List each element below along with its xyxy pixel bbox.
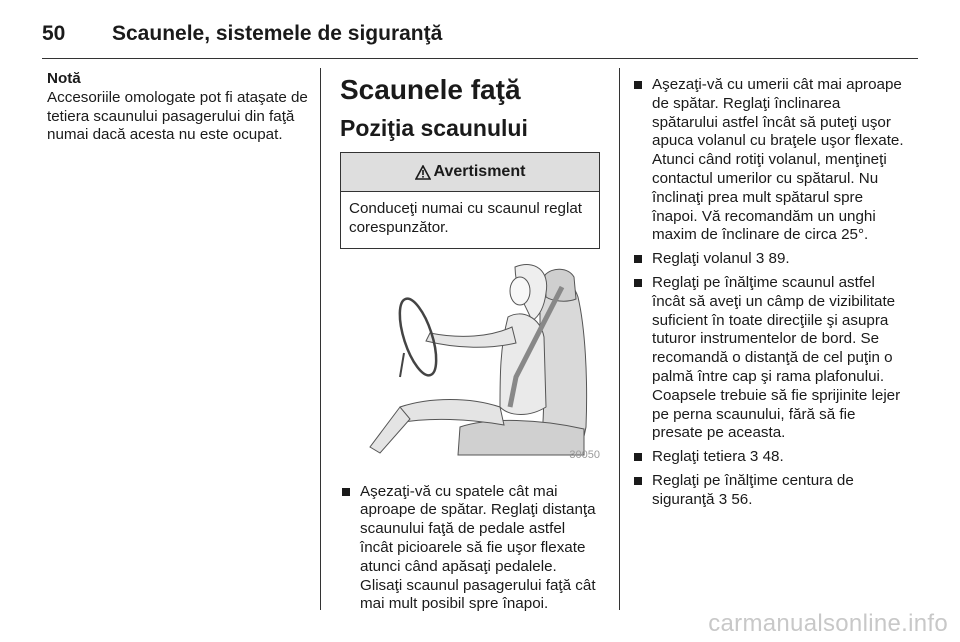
list-item: Reglaţi volanul 3 89. — [632, 250, 908, 269]
warning-triangle-icon — [415, 165, 431, 180]
driver-seat-drawing — [340, 257, 602, 457]
column-right — [632, 76, 908, 515]
note-title: Notă — [47, 70, 81, 87]
note-text: Accesoriile omologate pot fi ataşate de tetiera scaunului pasagerului din faţă numai dacă acesta nu este ocupat. — [47, 88, 308, 144]
list-item: Reglaţi tetiera 3 48. — [632, 448, 908, 467]
warning-text: Conduceţi numai cu scaunul reglat corespunzător. — [349, 200, 583, 236]
list-item: Reglaţi pe înălţime centura de siguranţă 3 56. — [632, 472, 908, 510]
page-header — [42, 14, 912, 54]
chapter-title: Scaunele, sistemele de siguranţă — [112, 22, 443, 45]
seat-position-illustration — [340, 257, 602, 469]
column-divider-2 — [619, 68, 620, 610]
list-item: Aşezaţi-vă cu umerii cât mai aproape de spătar. Reglaţi înclinarea spătarului astfel încât să puteţi uşor apuca volanul cu braţele uşor flexate. Atunci când rotiţi volanul, menţineţi contactul umerilor cu spătarul. Nu înclinaţi prea mult spătarul spre înapoi. Vă recomandăm un unghi maxim de înclinare de circa 25°. — [632, 76, 908, 245]
section-subheading: Poziţia scaunului — [340, 115, 528, 141]
warning-title: Avertisment — [433, 162, 526, 180]
warning-box — [340, 152, 600, 249]
column-middle — [340, 70, 602, 619]
list-item: Reglaţi pe înălţime scaunul astfel încât să aveţi un câmp de vizibilitate suficient în toate direcţiile şi asupra tuturor instrumentelor de bord. Se recomandă o distanţă de cel puţin o palmă între cap şi rama plafonului. Coapsele trebuie să fie sprijinite lejer pe perna scaunului, fără să fie presate pe aceasta. — [632, 274, 908, 443]
instructions-list-right — [632, 76, 908, 510]
figure-number: 30050 — [569, 448, 600, 461]
page-number: 50 — [42, 22, 66, 45]
header-divider — [42, 58, 918, 59]
column-left — [47, 70, 309, 145]
instructions-list-middle — [340, 483, 602, 615]
column-divider-1 — [320, 68, 321, 610]
warning-header — [341, 153, 599, 192]
section-heading: Scaunele faţă — [340, 74, 521, 105]
list-item: Aşezaţi-vă cu spatele cât mai aproape de spătar. Reglaţi distanţa scaunului faţă de pedale astfel încât picioarele să fie uşor flexate atunci când apăsaţi pedalele. Glisaţi scaunul pasagerului faţă cât mai mult posibil spre înapoi. — [340, 483, 602, 615]
watermark: carmanualsonline.info — [708, 610, 948, 637]
